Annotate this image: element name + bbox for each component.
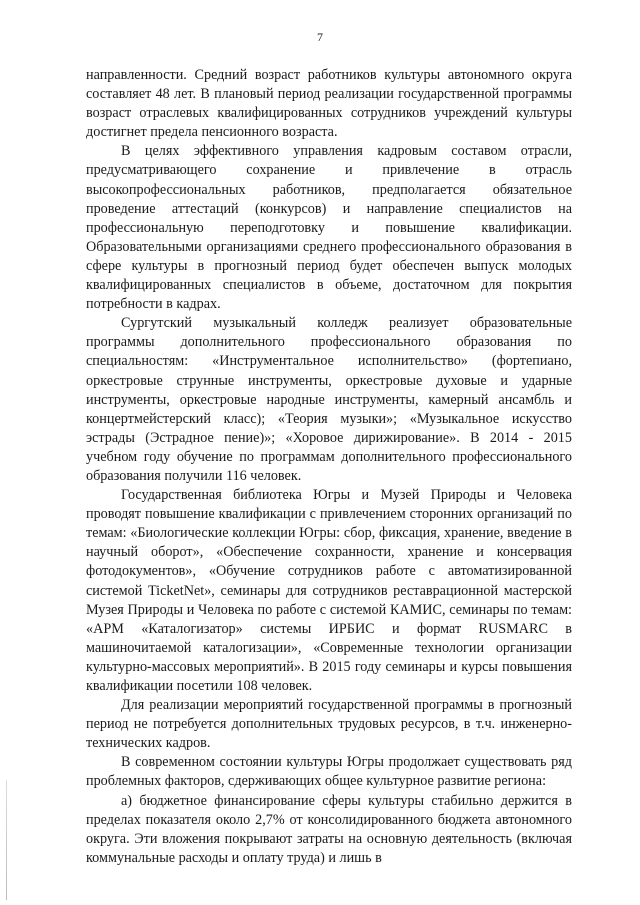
paragraph-labor-resources: Для реализации мероприятий государственной программы в прогнозный период не потребуется дополнительных трудовых ресурсов, в т.ч. инженерно-технических кадров. xyxy=(86,697,572,752)
page-number: 7 xyxy=(317,30,323,44)
paragraph-music-college: Сургутский музыкальный колледж реализует образовательные программы дополнительного профессионального образования по специальностям: «Инструментальное исполнительство» (фортепиано, оркестровые струнные инструменты, оркестровые духовые и ударные инструменты, оркестровые народные инструменты, камерный ансамбль и концертмейстерский класс); «Теория музыки»; «Музыкальное искусство эстрады (Эстрадное пение)»; «Хоровое дирижирование». В 2014 - 2015 учебном году обучение по программам дополнительного профессионального образования получили 116 человек. xyxy=(86,315,572,484)
paragraph-problem-factors: В современном состоянии культуры Югры продолжает существовать ряд проблемных факторов, сдерживающих общее культурное развитие региона: xyxy=(86,754,572,790)
scan-edge-mark xyxy=(6,780,7,900)
document-body xyxy=(86,66,572,868)
list-item-budget-funding: а) бюджетное финансирование сферы культуры стабильно держится в пределах показателя около 2,7% от консолидированного бюджета автономного округа. Эти вложения покрывают затраты на основную деятельность (включая коммунальные расходы и оплату труда) и лишь в xyxy=(86,792,572,866)
paragraph-personnel-management: В целях эффективного управления кадровым составом отрасли, предусматривающего сохранение и привлечение в отрасль высокопрофессиональных работников, предполагается обязательное проведение аттестаций (конкурсов) и направление специалистов на профессиональную переподготовку и повышение квалификации. Образовательными организациями среднего профессионального образования в сфере культуры в прогнозный период будет обеспечен выпуск молодых квалифицированных специалистов в объеме, достаточном для покрытия потребности в кадрах. xyxy=(86,143,572,313)
paragraph-library-museum: Государственная библиотека Югры и Музей Природы и Человека проводят повышение квалификации с привлечением сторонних организаций по темам: «Биологические коллекции Югры: сбор, фиксация, хранение, введение в научный оборот», «Обеспечение сохранности, хранение и консервация фотодокументов», «Обучение сотрудников работе с автоматизированной системой TicketNet», семинары для сотрудников реставрационной мастерской Музея Природы и Человека по работе с системой КАМИС, семинары по темам: «АРМ «Каталогизатор» системы ИРБИС и формат RUSMARC в машиночитаемой каталогизации», «Современные технологии организации культурно-массовых мероприятий». В 2015 году семинары и курсы повышения квалификации посетили 108 человек. xyxy=(86,487,572,694)
paragraph-continuation: направленности. Средний возраст работников культуры автономного округа составляет 48 лет. В плановый период реализации государственной программы возраст отраслевых квалифицированных сотрудников учреждений культуры достигнет предела пенсионного возраста. xyxy=(86,67,572,141)
